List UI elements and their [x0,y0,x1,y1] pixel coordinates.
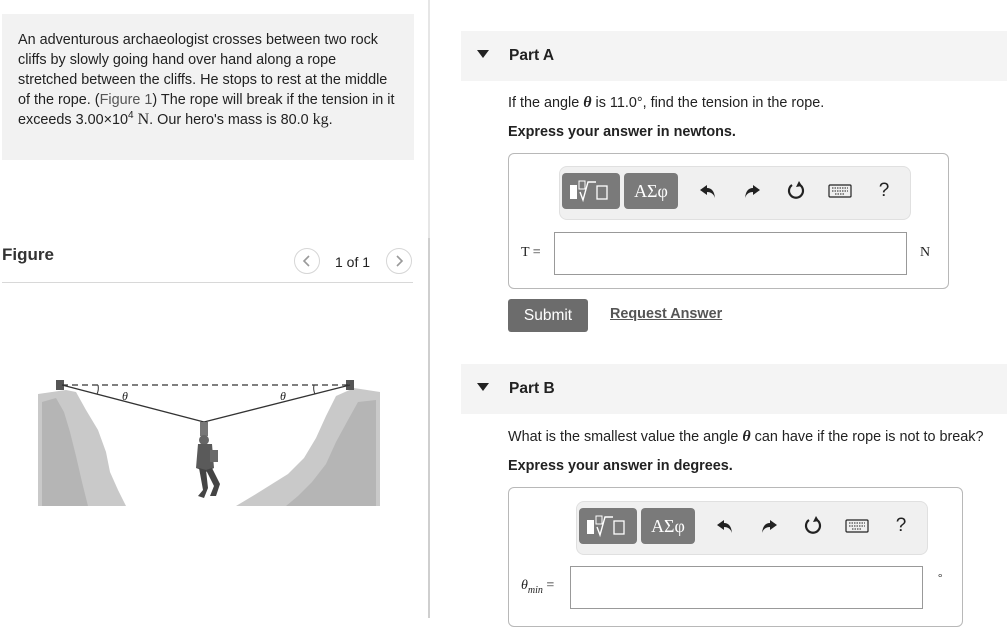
previous-figure-button[interactable] [294,248,320,274]
pane-divider-top [428,0,430,238]
undo-icon[interactable] [696,179,720,203]
greek-symbols-button[interactable]: ΑΣφ [624,173,678,209]
templates-icon [583,513,633,539]
templates-icon [566,178,616,204]
part-b-instruction: Express your answer in degrees. [508,458,733,474]
problem-statement: An adventurous archaeologist crosses between two rock cliffs by slowly going hand over hand along a rope stretched between the cliffs. He stops to rest at the middle of the rope. (Figure 1) The rope will break if the tension in it exceeds $3.00\times 10^4$ N. Our hero's mass is 80.0 kg. [2,14,414,160]
part-a-answer-box [508,153,949,289]
help-button[interactable]: ? [878,180,890,201]
request-answer-link[interactable]: Request Answer [610,306,723,322]
next-figure-button[interactable] [386,248,412,274]
archaeologist-figure [196,422,220,498]
redo-icon[interactable] [757,514,781,538]
figure-link[interactable]: Figure 1 [99,92,153,108]
greek-symbols-button[interactable]: ΑΣφ [641,508,695,544]
part-a-math-toolbar [559,166,911,220]
reset-icon[interactable] [801,514,825,538]
submit-button[interactable]: Submit [508,299,588,332]
part-a-unit: N [920,245,931,260]
part-a-answer-input[interactable] [554,232,907,275]
part-a-title: Part A [509,47,555,64]
part-b-answer-box [508,487,963,627]
templates-button[interactable] [579,508,637,544]
keyboard-icon[interactable] [845,514,869,538]
theta-right-label: θ [280,389,286,403]
part-a-instruction: Express your answer in newtons. [508,124,736,140]
collapse-caret-icon[interactable] [477,50,489,58]
part-b-header[interactable] [461,364,1007,414]
part-b-unit: ° [938,572,943,584]
archaeologist-rope-figure [36,372,382,508]
part-b-title: Part B [509,380,555,397]
figure-pager: 1 of 1 [335,254,371,270]
templates-button[interactable] [562,173,620,209]
redo-icon[interactable] [740,179,764,203]
chevron-left-icon [302,255,312,267]
part-b-math-toolbar [576,501,928,555]
part-a-question: If the angle θ is 11.0°, find the tension in the rope. [508,94,825,111]
keyboard-icon[interactable] [828,179,852,203]
part-b-variable-label: $\theta_{min}$ = [521,578,555,596]
part-a-variable-label: T = [521,245,541,260]
undo-icon[interactable] [713,514,737,538]
part-b-question: What is the smallest value the angle θ can have if the rope is not to break? [508,428,984,445]
figure-divider [2,282,413,283]
theta-left-label: θ [122,389,128,403]
collapse-caret-icon[interactable] [477,383,489,391]
help-button[interactable]: ? [895,515,907,536]
figure-heading: Figure [2,245,54,264]
reset-icon[interactable] [784,179,808,203]
part-b-answer-input[interactable] [570,566,923,609]
chevron-right-icon [394,255,404,267]
part-a-header[interactable] [461,31,1007,81]
